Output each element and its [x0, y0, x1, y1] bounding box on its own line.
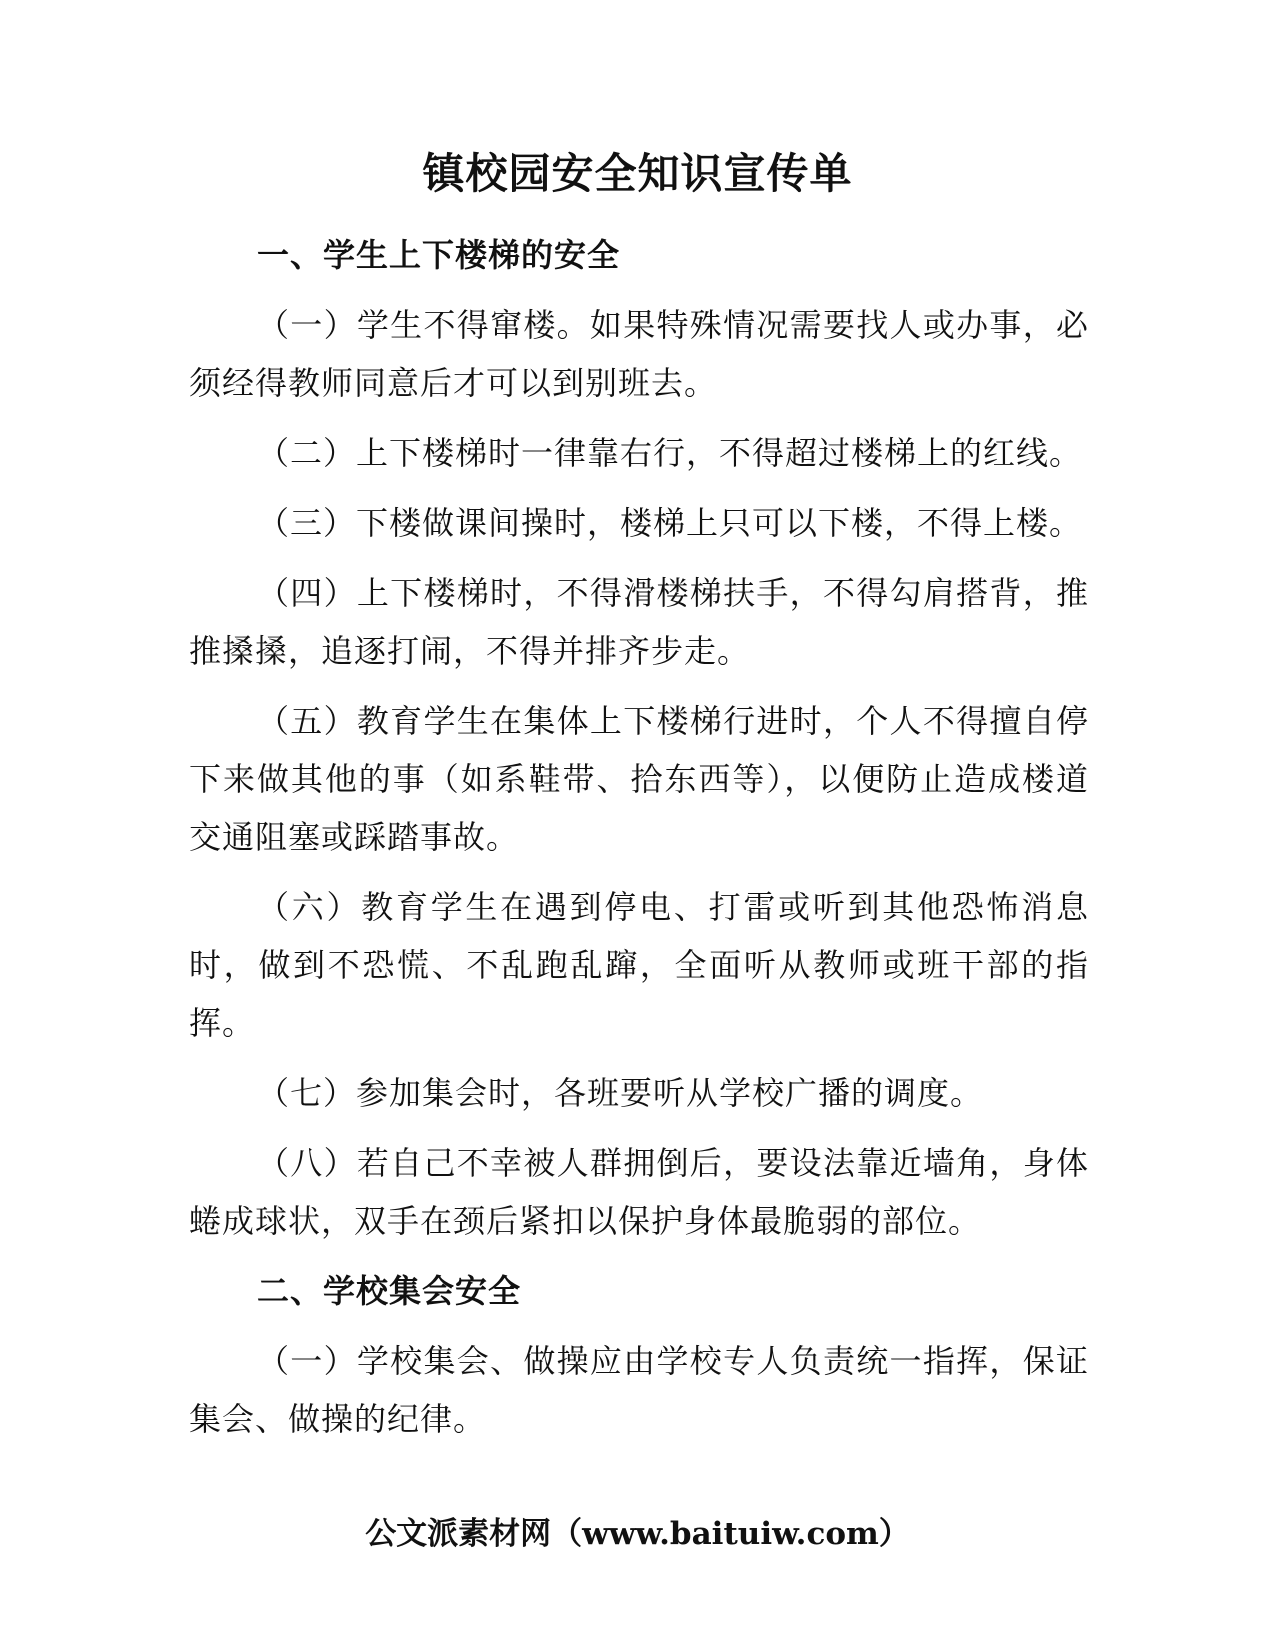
- document-title: 镇校园安全知识宣传单: [422, 149, 853, 198]
- spacer: [189, 482, 1089, 494]
- paragraph: （四）上下楼梯时，不得滑楼梯扶手，不得勾肩搭背，推推搡搡，追逐打闹，不得并排齐步走。: [189, 574, 1089, 670]
- paragraph: （三）下楼做课间操时，楼梯上只可以下楼，不得上楼。: [257, 504, 1083, 542]
- spacer: [189, 412, 1089, 424]
- spacer: [189, 680, 1089, 692]
- paragraph: （七）参加集会时，各班要听从学校广播的调度。: [257, 1074, 984, 1112]
- spacer: [189, 1250, 1089, 1262]
- spacer: [189, 1320, 1089, 1332]
- section-heading: 一、学生上下楼梯的安全: [257, 236, 621, 274]
- paragraph: （二）上下楼梯时一律靠右行，不得超过楼梯上的红线。: [257, 434, 1083, 472]
- spacer: [189, 1052, 1089, 1064]
- paragraph: （一）学校集会、做操应由学校专人负责统一指挥，保证集会、做操的纪律。: [189, 1342, 1089, 1438]
- paragraph: （一）学生不得窜楼。如果特殊情况需要找人或办事，必须经得教师同意后才可以到别班去。: [189, 306, 1089, 402]
- paragraph: （八）若自己不幸被人群拥倒后，要设法靠近墙角，身体蜷成球状，双手在颈后紧扣以保护身体最脆弱的部位。: [189, 1144, 1089, 1240]
- paragraph: （六）教育学生在遇到停电、打雷或听到其他恐怖消息时，做到不恐慌、不乱跑乱蹿，全面听从教师或班干部的指挥。: [189, 888, 1089, 1042]
- paragraph: （五）教育学生在集体上下楼梯行进时，个人不得擅自停下来做其他的事（如系鞋带、拾东西等），以便防止造成楼道交通阻塞或踩踏事故。: [189, 702, 1089, 856]
- spacer: [189, 1122, 1089, 1134]
- spacer: [189, 284, 1089, 296]
- section-heading: 二、学校集会安全: [257, 1272, 522, 1310]
- spacer: [189, 552, 1089, 564]
- footer-source: 公文派素材网（www.baituiw.com）: [365, 1516, 910, 1552]
- document-body: [189, 226, 1089, 1448]
- spacer: [189, 866, 1089, 878]
